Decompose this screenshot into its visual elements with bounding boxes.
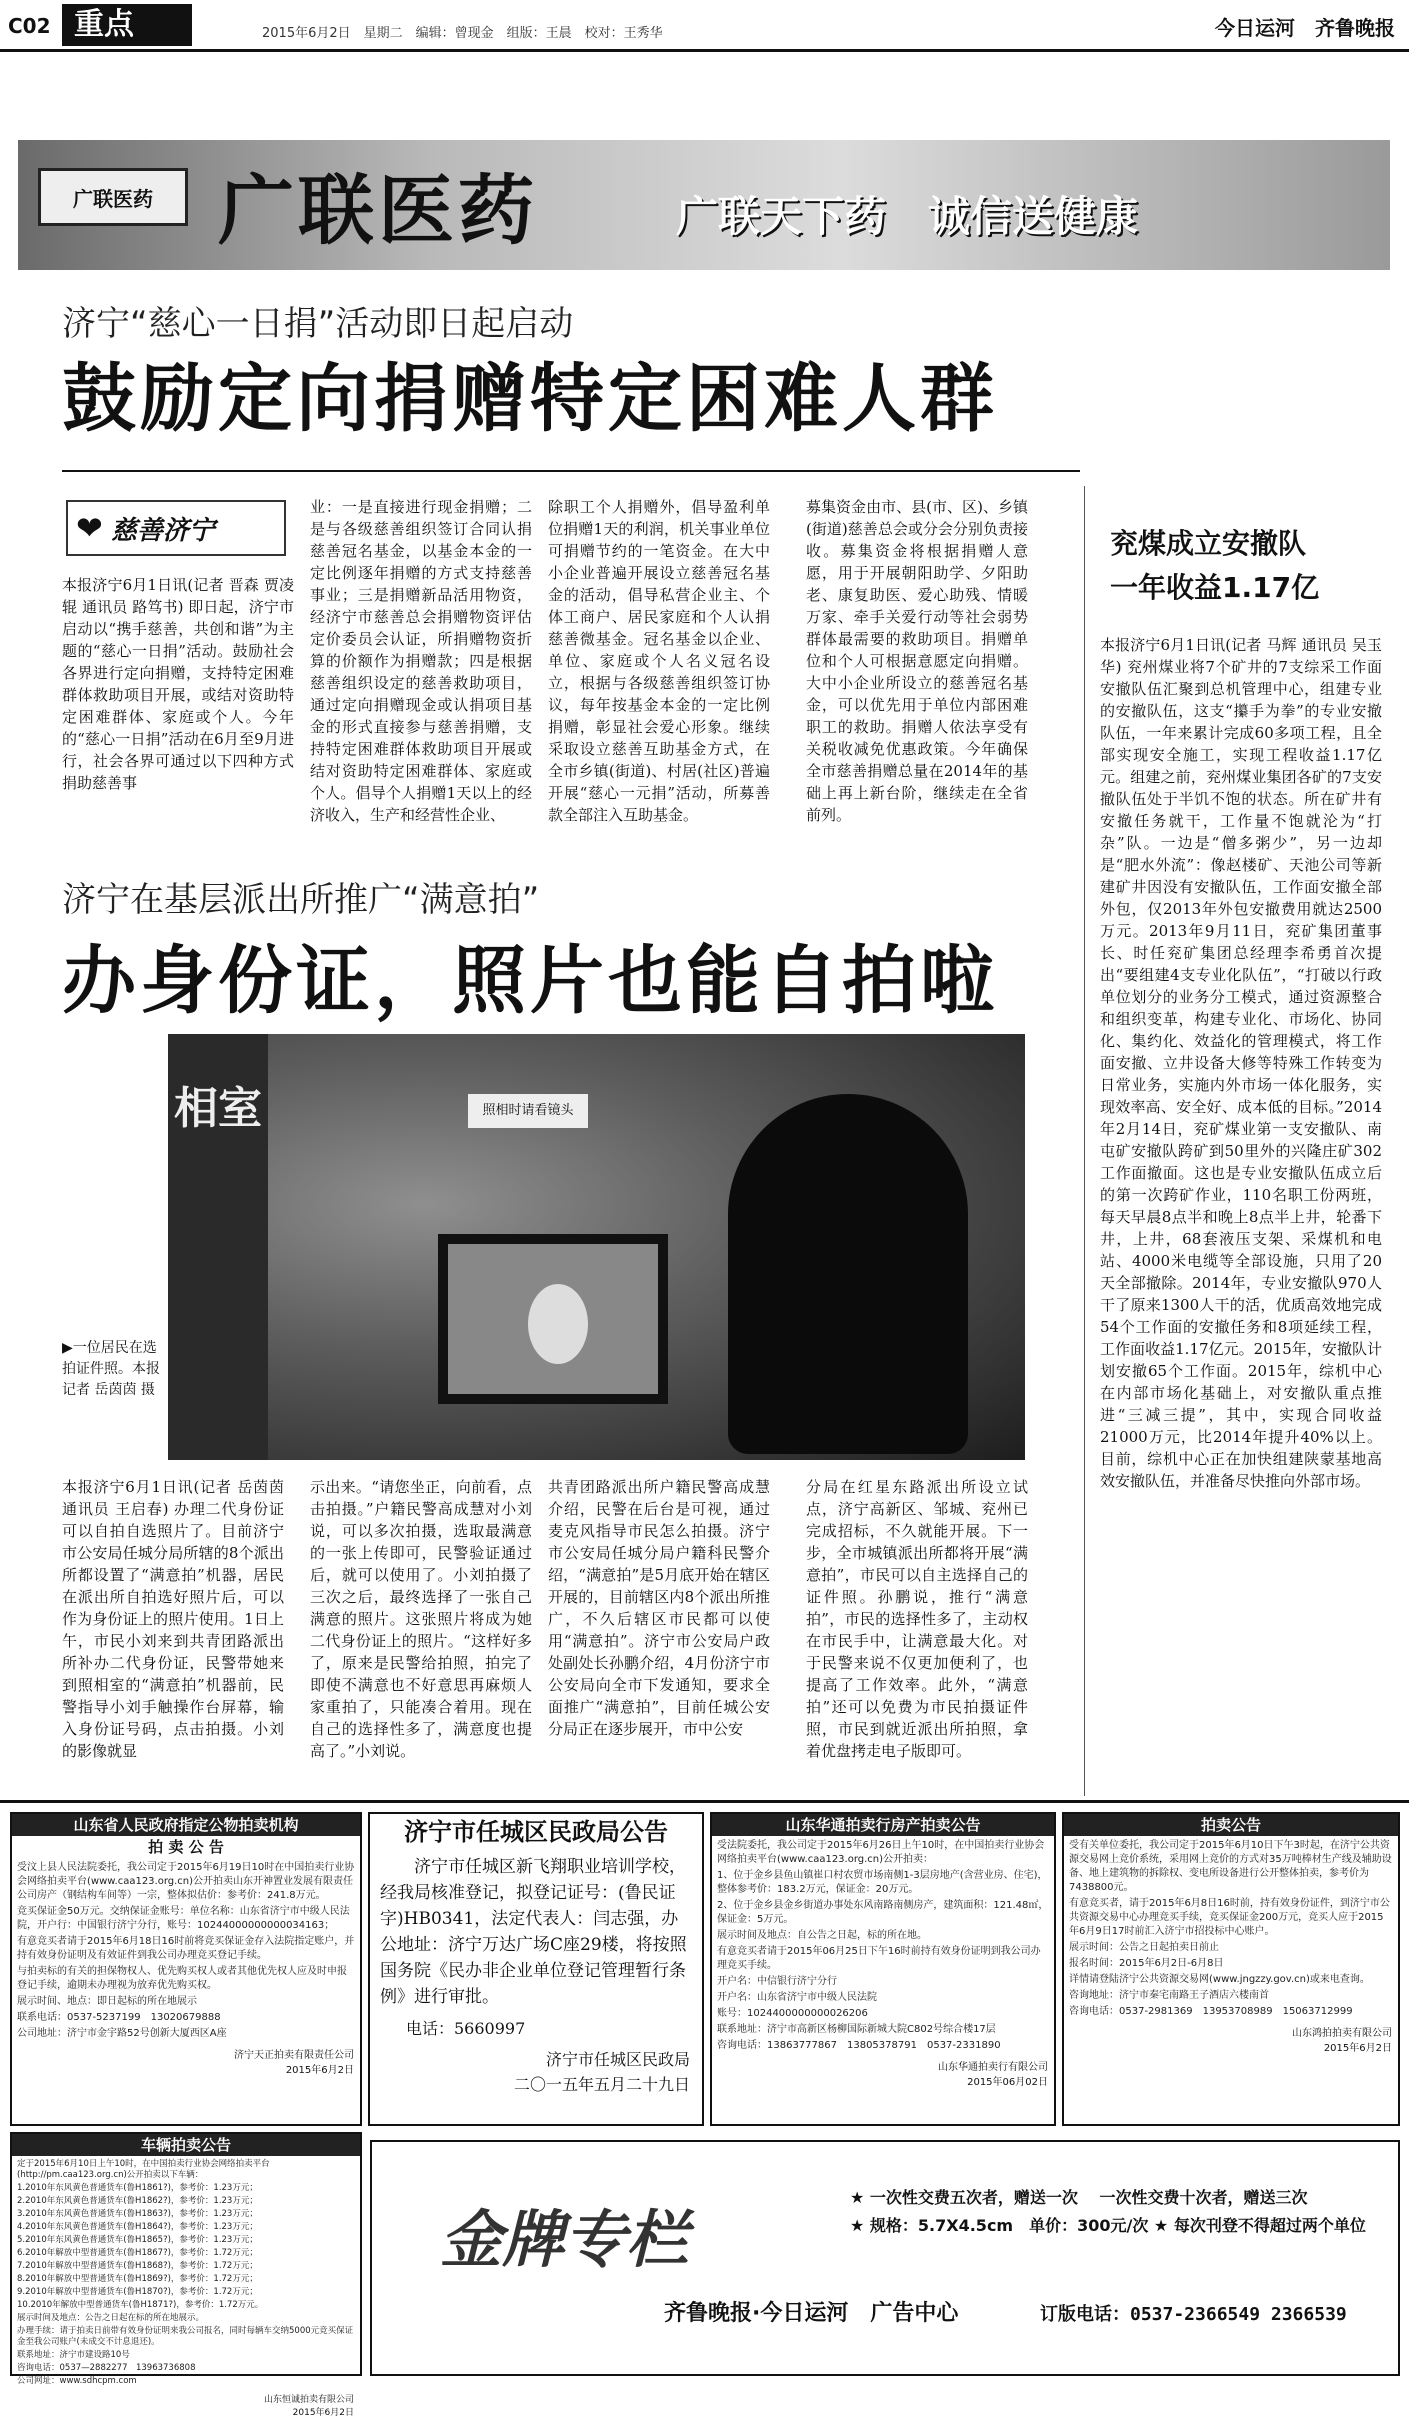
story2-kicker: 济宁在基层派出所推广“满意拍” (62, 880, 540, 920)
issue-meta: 2015年6月2日 星期二 编辑：曾现金 组版：王晨 校对：王秀华 (262, 26, 663, 41)
story1-column-4: 募集资金由市、县(市、区)、乡镇(街道)慈善总会或分会分别负责接收。募集资金将根据捐赠人意愿，用于开展朝阳助学、夕阳助老、康复助医、爱心助残、情暖万家、牵手关爱行动等社会弱势群体最需要的救助项目。捐赠单位和个人可根据意愿定向捐赠。大中小企业所设立的慈善冠名基金，可以优先用于单位内部困难职工的救助。捐赠人依法享受有关税收减免优惠政策。今年确保全市慈善捐赠总量在2014年的基础上再上新台阶，继续走在全省前列。 (806, 498, 1028, 824)
huatong-notice-body (712, 1836, 1054, 2058)
pharmacy-ad-slogan: 广联天下药 诚信送健康 (676, 192, 1139, 241)
notice-line: 账号：1024400000000026206 (717, 2008, 868, 2019)
notice-line: 开户名：山东省济宁市中级人民法院 (717, 1992, 877, 2003)
photo-camera-sign: 照相时请看镜头 (468, 1094, 588, 1128)
notice-line: 受汶上县人民法院委托，我公司定于2015年6月19日10时在中国拍卖行业协会网络拍卖平台(www.caa123.org.cn)公开拍卖山东开神置业发展有限责任公司房产（钢结构车间等）一宗，整体拟估价：参考价：241.8万元。 (17, 1862, 355, 1901)
story1-column-3: 除职工个人捐赠外，倡导盈利单位捐赠1天的利润，机关事业单位可捐赠节约的一笔资金。在大中小企业普遍开展设立慈善冠名基金的活动，倡导私营企业主、个体工商户、居民家庭和个人认捐慈善微基金。冠名基金以企业、单位、家庭或个人名义冠名设立，根据与各级慈善组织签订协议，每年按基金本金的一定比例捐赠，彰显社会爱心形象。继续采取设立慈善互助基金方式，在全市乡镇(街道)、村居(社区)普遍开展“慈心一元捐”活动，所募善款全部注入互助基金。 (548, 498, 770, 824)
civil-notice-date: 二〇一五年五月二十九日 (513, 2075, 690, 2094)
ads-divider (0, 1800, 1409, 1803)
notice-line: 受法院委托，我公司定于2015年6月26日上午10时，在中国拍卖行业协会网络拍卖平台(www.caa123.org.cn)公开拍卖： (717, 1840, 1045, 1865)
notice-line: 4.2010年东风黄色普通货车(鲁H1864?)，参考价：1.23万元； (17, 2222, 258, 2232)
court-notice-date: 2015年6月2日 (285, 2065, 354, 2076)
notice-line: 联系地址：济宁市建设路10号 (17, 2350, 130, 2360)
notice-line: 受有关单位委托，我公司定于2015年6月10日下午3时起，在济宁公共资源交易网上竞价系统，采用网上竞价的方式对35万吨棒材生产线及辅助设备、地上建筑物的拆除权、变电所设备进行公开整体拍卖，参考价为7438800元。 (1069, 1840, 1392, 1893)
notice-line: 1、位于金乡县鱼山镇崔口村农贸市场南侧1-3层房地产(含营业房、住宅)，整体参考价：183.2万元，保证金：20万元。 (717, 1870, 1048, 1895)
notice-line: 公司地址：济宁市金宇路52号创新大厦西区A座 (17, 2028, 227, 2039)
story2-column-1: 本报济宁6月1日讯(记者 岳茵茵 通讯员 王启春) 办理二代身份证可以自拍自选照片了。目前济宁市公安局任城分局所辖的8个派出所都设置了“满意拍”机器，居民在派出所自拍选好照片后，可以作为身份证上的照片使用。1日上午，市民小刘来到共青团路派出所补办二代身份证，民警带她来到照相室的“满意拍”机器前，民警指导小刘手触操作台屏幕，输入身份证号码，点击拍摄。小刘的影像就显 (62, 1478, 284, 1760)
section-tag: 重点 (62, 4, 192, 46)
notice-line: 展示时间：公告之日起拍卖日前止 (1069, 1942, 1219, 1953)
huatong-notice-heading: 山东华通拍卖行房产拍卖公告 (712, 1814, 1054, 1836)
notice-line: 7.2010年解放中型普通货车(鲁H1868?)，参考价：1.72万元； (17, 2261, 258, 2271)
sidebar-headline-2: 一年收益1.17亿 (1110, 571, 1320, 604)
auction-notice-title: 拍卖公告 (1064, 1814, 1398, 1836)
notice-line: 5.2010年东风黄色普通货车(鲁H1865?)，参考价：1.23万元； (17, 2235, 258, 2245)
civil-notice-body: 济宁市任城区新飞翔职业培训学校，经我局核准登记，拟登记证号：(鲁民证字)HB0341，法定代表人：闫志强，办公地址：济宁万达广场C座29楼，将按照国务院《民办非企业单位登记管理暂行条例》进行审批。 (380, 1857, 687, 2007)
photo-face (528, 1284, 588, 1364)
notice-line: 2.2010年东风黄色普通货车(鲁H1862?)，参考价：1.23万元； (17, 2196, 258, 2206)
story2-column-4: 分局在红星东路派出所设立试点，济宁高新区、邹城、兖州已完成招标，不久就能开展。下一步，全市城镇派出所都将开展“满意拍”，市民可以自主选择自己的证件照。孙鹏说，推行“满意拍”，市民的选择性多了，主动权在市民手中，让满意最大化。对于民警来说不仅更加便利了，也提高了工作效率。此外，“满意拍”还可以免费为市民拍摄证件照，市民到就近派出所拍照，拿着优盘拷走电子版即可。 (806, 1478, 1028, 1760)
notice-line: 竞买保证金50万元。交纳保证金账号：单位名称：山东省济宁市中级人民法院，开户行：中国银行济宁分行，账号：10244000000000034163； (17, 1906, 350, 1931)
photo-wall-sign: 相室 (168, 1034, 268, 1460)
notice-line: 有意竞买者请于2015年6月18日16时前将竞买保证金存入法院指定账户，并持有效身份证明及有效证件到我公司办理竞买登记手续。 (17, 1936, 355, 1961)
notice-line: 联系地址：济宁市高新区杨柳国际新城大院C802号综合楼17层 (717, 2024, 996, 2035)
notice-line: 报名时间：2015年6月2日-6月8日 (1069, 1958, 1224, 1969)
notice-line: 定于2015年6月10日上午10时，在中国拍卖行业协会网络拍卖平台(http://pm.caa123.org.cn)公开拍卖以下车辆： (17, 2159, 270, 2180)
notice-line: 有意竞买者，请于2015年6月8日16时前，持有效身份证件，到济宁市公共资源交易中心办理竞买手续，竞买保证金200万元，竞买人应于2015年6月9日17时前汇入济宁市招投标中心账户。 (1069, 1898, 1390, 1937)
photo-screen (438, 1234, 668, 1404)
civil-affairs-notice (368, 1812, 704, 2126)
notice-line: 1.2010年东风黄色普通货车(鲁H1861?)，参考价：1.23万元； (17, 2183, 258, 2193)
notice-line: 6.2010年解放中型普通货车(鲁H1867?)，参考价：1.72万元； (17, 2248, 258, 2258)
photo-person (728, 1094, 968, 1454)
notice-line: 3.2010年东风黄色普通货车(鲁H1863?)，参考价：1.23万元； (17, 2209, 258, 2219)
notice-line: 展示时间及地点：公告之日起在标的所在地展示。 (17, 2313, 205, 2323)
page-header (0, 0, 1409, 52)
charity-logo (66, 500, 286, 556)
civil-notice-phone: 电话：5660997 (406, 2019, 526, 2038)
page-number: C02 (8, 14, 51, 38)
auction-notice-body (1064, 1836, 1398, 2024)
story2-headline: 办身份证，照片也能自拍啦 (62, 938, 998, 1024)
sidebar-headline-1: 兖煤成立安撤队 (1110, 527, 1307, 560)
notice-line: 有意竞买者请于2015年06月25日下午16时前持有效身份证明到我公司办理竞买手续。 (717, 1946, 1041, 1971)
heart-icon: ❤ (76, 509, 103, 547)
story2-column-2: 示出来。“请您坐正，向前看，点击拍摄。”户籍民警高成慧对小刘说，可以多次拍摄，选取最满意的一张上传即可，民警验证通过后，就可以使用了。小刘拍摄了三次之后，最终选择了一张自己满意的照片。这张照片将成为她二代身份证上的照片。“这样好多了，原来是民警给拍照，拍完了即使不满意也不好意思再麻烦人家重拍了，只能凑合着用。现在自己的选择性多了，满意度也提高了。”小刘说。 (310, 1478, 532, 1760)
story1-column-2: 业：一是直接进行现金捐赠；二是与各级慈善组织签订合同认捐慈善冠名基金，以基金本金的一定比例逐年捐赠的方式支持慈善事业；三是捐赠新品活用物资，经济宁市慈善总会捐赠物资评估定价委员会认证，所捐赠物资折算的价额作为捐赠款；四是根据慈善组织设定的慈善救助项目，通过定向捐赠现金或认捐项目基金的形式直接参与慈善捐赠，支持特定困难群体救助项目开展或结对资助特定困难群体、家庭或个人。倡导个人捐赠1天以上的经济收入，生产和经营性企业、 (310, 498, 532, 824)
notice-line: 展示时间及地点：自公告之日起，标的所在地。 (717, 1930, 927, 1941)
auction-notice-signer: 山东鸿拍拍卖有限公司 (1292, 2028, 1392, 2039)
vehicle-auction-notice (10, 2132, 362, 2418)
notice-line: 8.2010年解放中型普通货车(鲁H1869?)，参考价：1.72万元； (17, 2274, 258, 2284)
vehicle-notice-signer: 山东恒诚拍卖有限公司 (263, 2395, 354, 2405)
notice-line: 与拍卖标的有关的担保物权人、优先购买权人或者其他优先权人应及时申报登记手续，逾期未办理视为放弃优先购买权。 (17, 1966, 347, 1991)
notice-line: 咨询电话：0537-2981369 13953708989 15063712999 (1069, 2006, 1353, 2017)
court-notice-body (12, 1858, 360, 2046)
notice-line: 联系电话：0537-5237199 13020679888 (17, 2012, 221, 2023)
selfie-photo-booth-image (168, 1034, 1025, 1460)
gold-column-title: 金牌专栏 (440, 2203, 689, 2276)
notice-line: 咨询电话：13863777867 13805378791 0537-2331890 (717, 2040, 1001, 2051)
notice-line: 详情请登陆济宁公共资源交易网(www.jngzzy.gov.cn)或来电查询。 (1069, 1974, 1370, 1985)
newspaper-brand: 今日运河 齐鲁晚报 (1215, 16, 1395, 40)
huatong-auction-notice (710, 1812, 1056, 2126)
notice-line: 开户名：中信银行济宁分行 (717, 1976, 837, 1987)
court-notice-heading: 山东省人民政府指定公物拍卖机构 (12, 1814, 360, 1836)
pharmacy-logo: 广联医药 (38, 168, 188, 226)
story1-headline: 鼓励定向捐赠特定困难人群 (62, 356, 998, 442)
notice-line: 展示时间、地点：即日起标的所在地展示 (17, 1996, 197, 2007)
gold-column-line-1: ★ 一次性交费五次者，赠送一次 一次性交费十次者，赠送三次 (850, 2188, 1308, 2207)
gold-column-line-2: ★ 规格：5.7X4.5cm 单价：300元/次 ★ 每次刊登不得超过两个单位 (850, 2216, 1366, 2235)
vehicle-notice-date: 2015年6月2日 (292, 2408, 354, 2418)
court-notice-signer: 济宁天正拍卖有限责任公司 (234, 2050, 354, 2061)
court-auction-notice (10, 1812, 362, 2126)
story1-rule (62, 470, 1080, 472)
ad-booking-phone: 订版电话：0537-2366549 2366539 (1040, 2304, 1347, 2325)
notice-line: 10.2010年解放中型普通货车(鲁H1871?)，参考价：1.72万元。 (17, 2300, 264, 2310)
pharmacy-ad-title: 广联医药 (218, 166, 538, 255)
sidebar-rule (1084, 486, 1085, 1796)
notice-line: 咨询地址：济宁市秦宅南路王子酒店六楼南首 (1069, 1990, 1269, 2001)
sidebar-body: 本报济宁6月1日讯(记者 马辉 通讯员 吴玉华) 兖州煤业将7个矿井的7支综采工作面安撤队伍汇聚到总机管理中心，组建专业的安撤队伍，这支“攥手为拳”的专业安撤队伍，一年来累计完成60多项工程，且全部实现安全施工，实现工程收益1.17亿元。组建之前，兖州煤业集团各矿的7支安撤队伍处于半饥不饱的状态。所在矿井有安撤任务就干，工作量不饱就沦为“打杂”队。一边是“僧多粥少”，另一边却是“肥水外流”：像赵楼矿、天池公司等新建矿井因没有安撤队伍，工作面安撤全部外包，仅2013年外包安撤费用就达2500万元。2013年9月11日，兖矿集团董事长、时任兖矿集团总经理李希勇首次提出“要组建4支专业化队伍”，“打破以行政单位划分的业务分工模式，通过资源整合和组织变革，构建专业化、市场化、协同化、集约化、效益化的管理模式，将工作面安撤、立井设备大修等特殊工作转变为日常业务，实施内外市场一体化服务，实现效率高、安全好、成本低的目标。”2014年2月14日，兖矿煤业第一支安撤队、南屯矿安撤队跨矿到50里外的兴隆庄矿302工作面撤面。这也是专业安撤队伍成立后的第一次跨矿作业，110名职工份两班，每天早晨8点半和晚上8点半上井，轮番下井，上井，68套液压支架、采煤机和电站、4000米电缆等全部设施，只用了20天全部撤除。2014年，专业安撤队970人干了原来1300人干的活，优质高效地完成54个工作面的安撤任务和8项延续工程，工作面收益1.17亿元。2015年，安撤队计划安撤65个工作面。2015年，综机中心在内部市场化基础上，对安撤队重点推进“三减三提”，其中，实现合同收益21000万元，比2014年提升40%以上。目前，综机中心正在加快组建陕蒙基地高效安撤队伍，并准备尽快推向外部市场。 (1100, 636, 1382, 1490)
vehicle-notice-body (12, 2156, 360, 2392)
auction-notice-date: 2015年6月2日 (1323, 2043, 1392, 2054)
photo-caption: ▶一位居民在选拍证件照。本报记者 岳茵茵 摄 (62, 1340, 160, 1398)
notice-line: 9.2010年解放中型普通货车(鲁H1870?)，参考价：1.72万元； (17, 2287, 258, 2297)
story2-column-3: 共青团路派出所户籍民警高成慧介绍，民警在后台是可视，通过麦克风指导市民怎么拍摄。济宁市公安局任城分局户籍科民警介绍，“满意拍”是5月底开始在辖区开展的，目前辖区内8个派出所推广，不久后辖区市民都可以使用“满意拍”。济宁市公安局户政处副处长孙鹏介绍，4月份济宁市公安局向全市下发通知，要求全面推广“满意拍”，目前任城公安分局正在逐步展开，市中公安 (548, 1478, 770, 1738)
notice-line: 办理手续：请于拍卖日前带有效身份证明来我公司报名，同时每辆车交纳5000元竞买保证金至我公司账户(未成交不计息退还)。 (17, 2326, 354, 2347)
story1-kicker: 济宁“慈心一日捐”活动即日起启动 (62, 304, 574, 344)
charity-logo-label: 慈善济宁 (110, 515, 215, 546)
civil-notice-title: 济宁市任城区民政局公告 (370, 1814, 702, 1850)
ad-center-label: 齐鲁晚报·今日运河 广告中心 (664, 2301, 959, 2326)
huatong-notice-signer: 山东华通拍卖行有限公司 (938, 2062, 1048, 2073)
huatong-notice-date: 2015年06月02日 (967, 2077, 1048, 2088)
notice-line: 公司网址：www.sdhcpm.com (17, 2376, 137, 2386)
civil-notice-signer: 济宁市任城区民政局 (545, 2050, 690, 2069)
notice-line: 咨询电话：0537—2882277 13963736808 (17, 2363, 196, 2373)
court-notice-title: 拍 卖 公 告 (12, 1836, 360, 1858)
gold-column-terms (850, 2184, 1366, 2240)
notice-line: 2、位于金乡县金乡街道办事处东风南路南侧房产，建筑面积：121.48㎡，保证金：5万元。 (717, 1900, 1049, 1925)
vehicle-notice-title: 车辆拍卖公告 (12, 2134, 360, 2156)
story1-column-1: 本报济宁6月1日讯(记者 晋森 贾凌辊 通讯员 路笃书) 即日起，济宁市启动以“携手慈善，共创和谐”为主题的“慈心一日捐”活动。鼓励社会各界进行定向捐赠，支持特定困难群体救助项目开展，或结对资助特定困难群体、家庭或个人。今年的“慈心一日捐”活动在6月至9月进行，社会各界可通过以下四种方式捐助慈善事 (62, 576, 294, 792)
equipment-auction-notice (1062, 1812, 1400, 2126)
